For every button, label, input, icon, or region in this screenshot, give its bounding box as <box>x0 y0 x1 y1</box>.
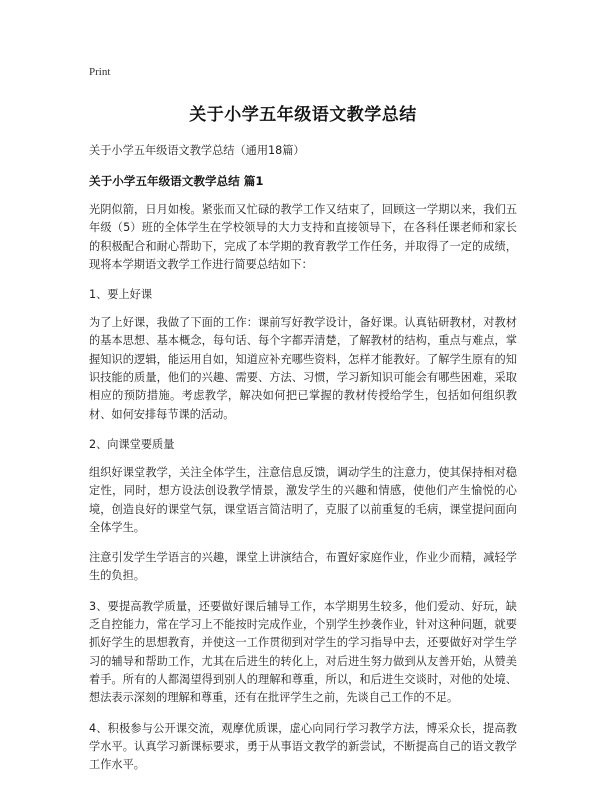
item-paragraph-1: 为了上好课，我做了下面的工作：课前写好教学设计，备好课。认真钻研教材，对教材的基本思想、基本概念，每句话、每个字都弄清楚，了解教材的结构，重点与难点，掌握知识的逻辑，能运用自如，知道应补充哪些资料，怎样才能教好。了解学生原有的知识技能的质量，他们的兴趣、需要、方法、习惯，学习新知识可能会有哪些困难，采取相应的预防措施。考虑教学，解决如何把已掌握的教材传授给学生，包括如何组织教材、如何安排每节课的活动。 <box>89 316 517 421</box>
intro-paragraph: 光阴似箭，日月如梭。紧张而又忙碌的教学工作又结束了，回顾这一学期以来，我们五年级（5）班的全体学生在学校领导的大力支持和直接领导下，在各科任课老师和家长的积极配合和耐心帮助下，完成了本学期的教育教学工作任务，并取得了一定的成绩，现将本学期语文教学工作进行简要总结如下： <box>89 203 517 271</box>
document-subtitle: 关于小学五年级语文教学总结（通用18篇） <box>89 144 305 157</box>
print-label[interactable]: Print <box>89 66 111 78</box>
document-page <box>89 66 517 786</box>
document-title: 关于小学五年级语文教学总结 <box>189 105 417 125</box>
item-heading-2: 2、向课堂要质量 <box>89 437 175 451</box>
item-paragraph-2b: 注意引发学生学语言的兴趣，课堂上讲演结合，布置好家庭作业，作业少而精，减轻学生的负担。 <box>89 551 517 583</box>
item-paragraph-2a: 组织好课堂教学，关注全体学生，注意信息反馈，调动学生的注意力，使其保持相对稳定性，同时，想方设法创设教学情景，激发学生的兴趣和情感，使他们产生愉悦的心境，创造良好的课堂气氛，课堂语言简洁明了，克服了以前重复的毛病，课堂提问面向全体学生。 <box>89 465 517 534</box>
section-heading: 关于小学五年级语文教学总结 篇1 <box>89 174 264 188</box>
item-heading-1: 1、要上好课 <box>89 288 153 302</box>
item-paragraph-4: 4、积极参与公开课交流，观摩优质课，虚心向同行学习教学方法，博采众长，提高教学水平。认真学习新课标要求，勇于从事语文教学的新尝试，不断提高自己的语文教学工作水平。 <box>89 721 517 772</box>
item-paragraph-3: 3、要提高教学质量，还要做好课后辅导工作，本学期男生较多，他们爱动、好玩，缺乏自控能力，常在学习上不能按时完成作业，个别学生抄袭作业，针对这种问题，就要抓好学生的思想教育，并使这一工作贯彻到对学生的学习指导中去，还要做好对学生学习的辅导和帮助工作，尤其在后进生的转化上，对后进生努力做到从友善开始，从赞美着手。所有的人都渴望得到别人的理解和尊重，所以，和后进生交谈时，对他的处境、想法表示深刻的理解和尊重，还有在批评学生之前，先谈自己工作的不足。 <box>89 599 517 705</box>
